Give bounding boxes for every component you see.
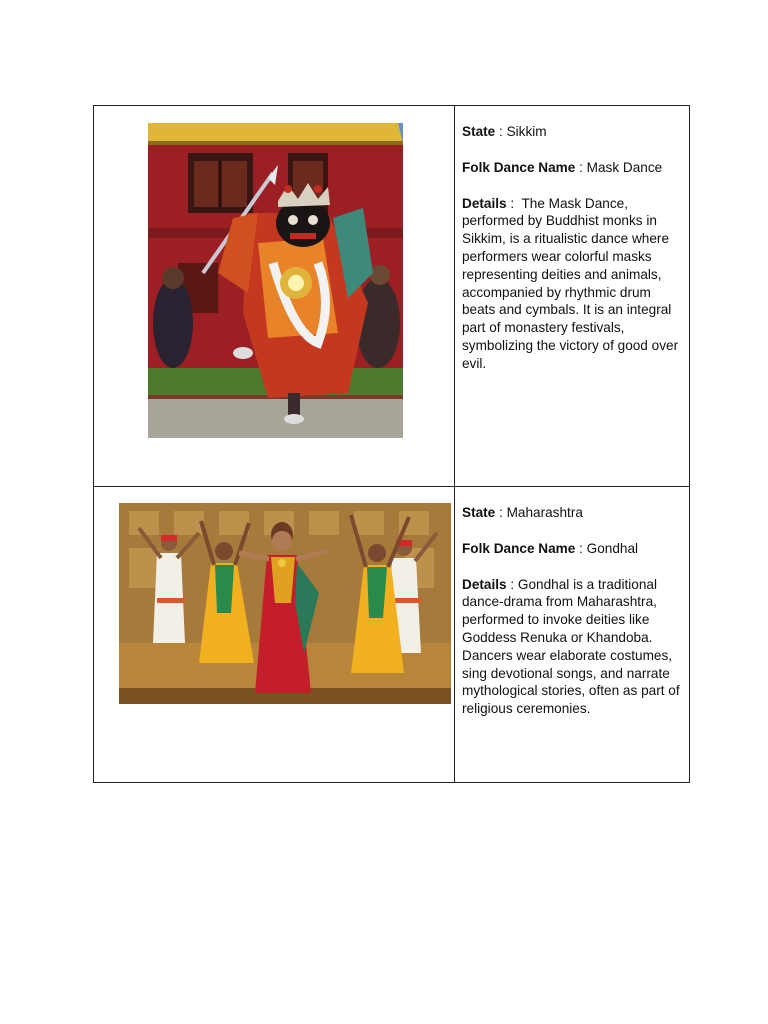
separator: : bbox=[575, 540, 587, 556]
details-value: Gondhal is a traditional dance-drama from Maharashtra, performed to invoke deities like Goddess Renuka or Khandoba. Dancers wear elaborate costumes, sing devotional songs, and narrate mythological stories, often as part of religious ceremonies. bbox=[462, 576, 680, 717]
gondhal-dance-photo bbox=[119, 503, 451, 704]
table-row bbox=[94, 106, 690, 487]
dance-name-label: Folk Dance Name bbox=[462, 159, 576, 175]
image-cell bbox=[94, 106, 455, 487]
details-label: Details bbox=[462, 576, 507, 592]
dance-name-label: Folk Dance Name bbox=[462, 540, 576, 556]
state-field bbox=[462, 504, 684, 522]
details-value: The Mask Dance, performed by Buddhist monks in Sikkim, is a ritualistic dance where performers wear colorful masks representing deities and animals, accompanied by rhythmic drum beats and cymbals. It is an integral part of monastery festivals, symbolizing the victory of good over evil. bbox=[462, 195, 679, 371]
info-cell bbox=[455, 106, 690, 487]
dance-name-value: Gondhal bbox=[586, 540, 639, 556]
state-value: Maharashtra bbox=[506, 505, 583, 520]
info-cell bbox=[455, 487, 690, 783]
state-value: Sikkim bbox=[506, 124, 547, 139]
folk-dance-table bbox=[93, 105, 690, 783]
separator: : bbox=[506, 195, 522, 211]
dance-name-field bbox=[462, 159, 684, 177]
dance-name-field bbox=[462, 540, 684, 558]
dance-name-value: Mask Dance bbox=[586, 159, 663, 175]
state-label: State bbox=[462, 124, 496, 139]
table-row bbox=[94, 487, 690, 783]
image-cell bbox=[94, 487, 455, 783]
mask-dance-photo bbox=[148, 123, 403, 438]
details-field bbox=[462, 195, 684, 373]
state-field bbox=[462, 123, 684, 141]
separator: : bbox=[575, 159, 587, 175]
separator: : bbox=[495, 505, 507, 520]
details-label: Details bbox=[462, 195, 507, 211]
details-field bbox=[462, 576, 684, 718]
separator: : bbox=[495, 124, 507, 139]
separator: : bbox=[506, 576, 518, 592]
state-label: State bbox=[462, 505, 496, 520]
